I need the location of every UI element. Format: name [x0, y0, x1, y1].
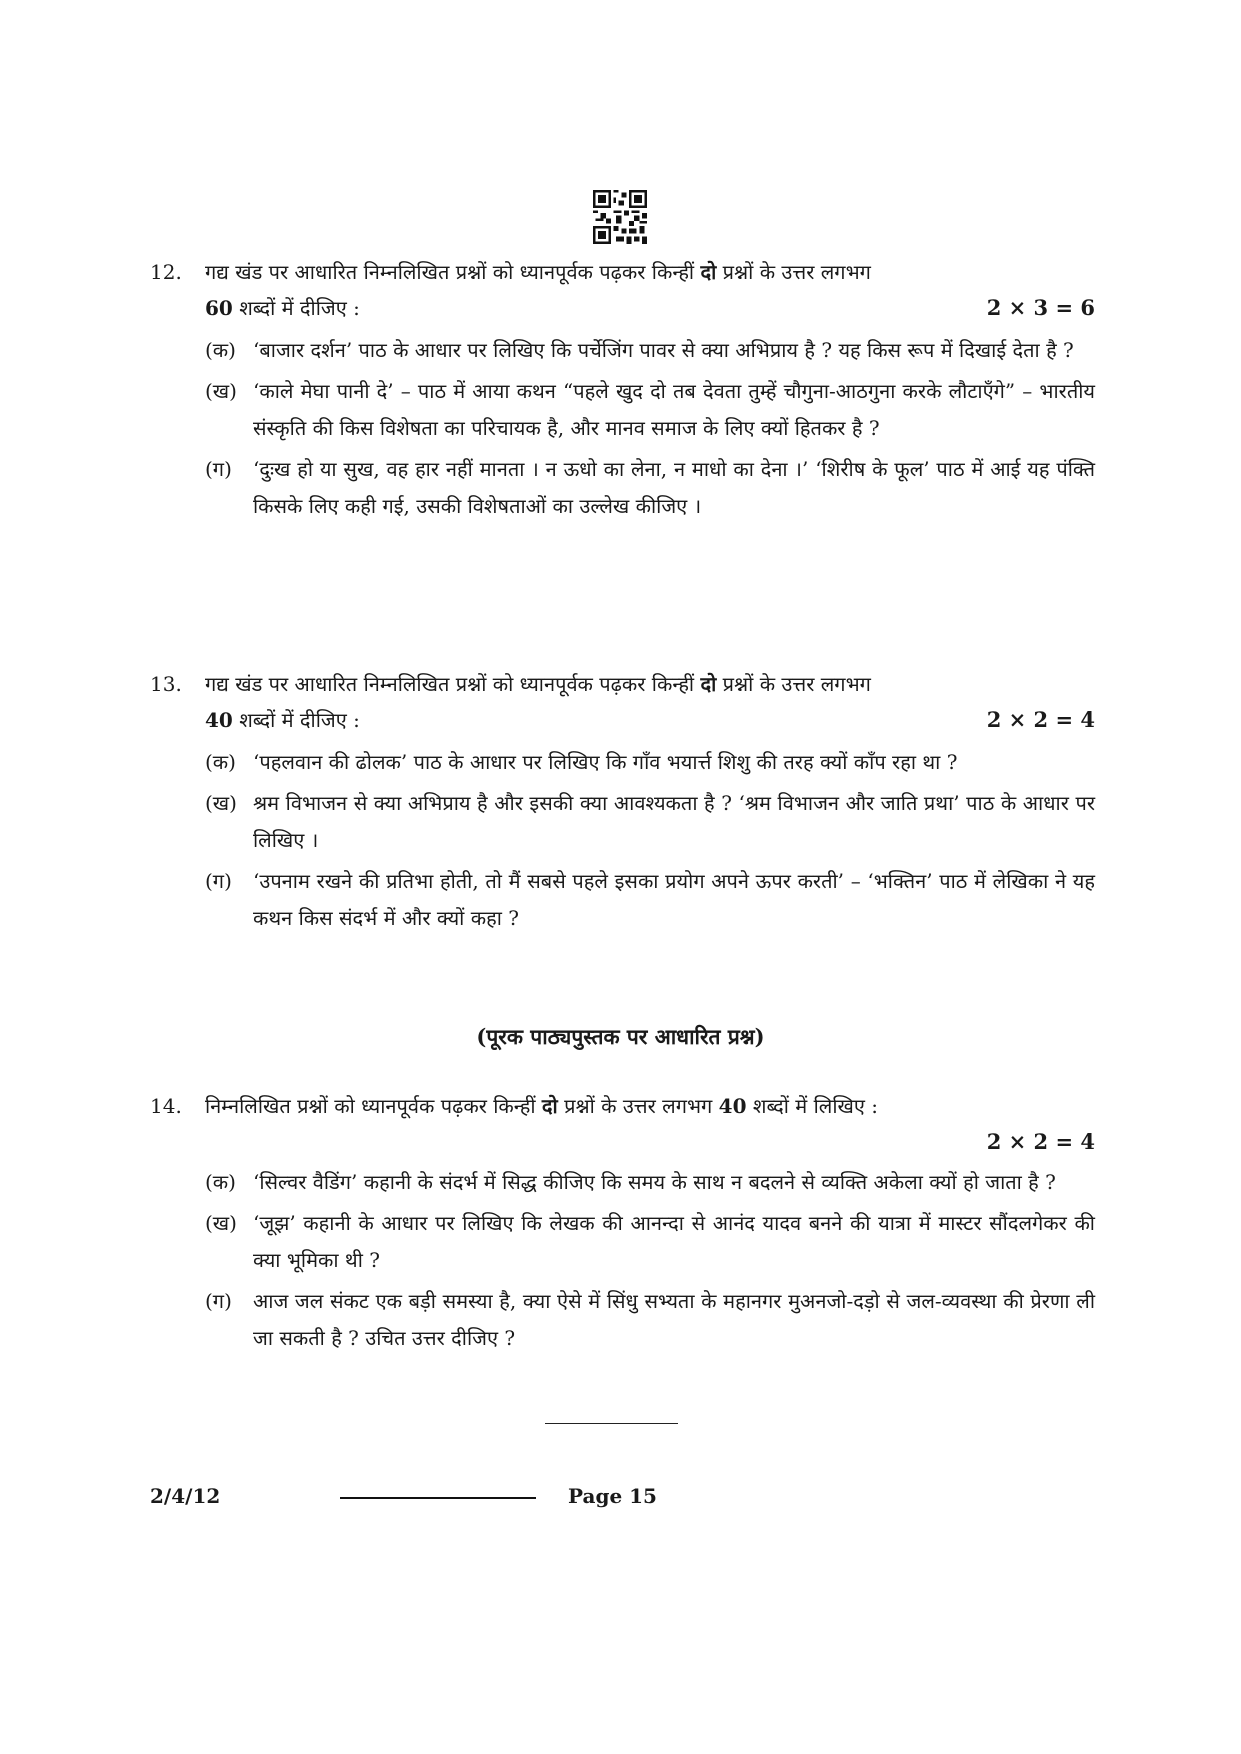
question-number: 13.	[150, 672, 182, 696]
sub-question-text: श्रम विभाजन से क्या अभिप्राय है और इसकी क्या आवश्यकता है ? ‘श्रम विभाजन और जाति प्रथा’ पाठ के आधार पर लिखिए ।	[253, 791, 1095, 852]
sub-question-label: (ग)	[205, 457, 232, 481]
sub-question-label: (ख)	[205, 791, 237, 815]
qr-code-icon	[593, 190, 647, 244]
sub-question	[150, 451, 1095, 525]
marks-allocation: 2 × 2 = 4	[986, 707, 1095, 732]
sub-question	[150, 373, 1095, 447]
sub-question-label: (ख)	[205, 379, 237, 403]
sub-question-label: (क)	[205, 1170, 236, 1194]
sub-question-label: (ग)	[205, 1289, 232, 1313]
question-instruction: गद्य खंड पर आधारित निम्नलिखित प्रश्नों को ध्यानपूर्वक पढ़कर किन्हीं दो प्रश्नों के उत्तर लगभग 40 शब्दों में दीजिए :	[205, 672, 871, 732]
sub-question-text: ‘बाजार दर्शन’ पाठ के आधार पर लिखिए कि पर्चेजिंग पावर से क्या अभिप्राय है ? यह किस रूप में दिखाई देता है ?	[253, 338, 1074, 362]
sub-question	[150, 332, 1095, 369]
sub-question-label: (क)	[205, 750, 236, 774]
sub-question-text: ‘काले मेघा पानी दे’ – पाठ में आया कथन “पहले खुद दो तब देवता तुम्हें चौगुना-आठगुना करके लौटाएँगे” – भारतीय संस्कृति की किस विशेषता का परिचायक है, और मानव समाज के लिए क्यों हितकर है ?	[253, 379, 1095, 440]
sub-question	[150, 744, 1095, 781]
question-14	[150, 1088, 1095, 1357]
paper-code: 2/4/12	[150, 1484, 221, 1508]
sub-question-text: आज जल संकट एक बड़ी समस्या है, क्या ऐसे में सिंधु सभ्यता के महानगर मुअनजो-दड़ो से जल-व्यवस्था की प्रेरणा ली जा सकती है ? उचित उत्तर दीजिए ?	[253, 1289, 1095, 1350]
sub-question-text: ‘पहलवान की ढोलक’ पाठ के आधार पर लिखिए कि गाँव भयार्त्त शिशु की तरह क्यों काँप रहा था ?	[253, 750, 958, 774]
page-number: Page 15	[568, 1484, 657, 1508]
sub-question	[150, 1164, 1095, 1201]
question-header	[150, 254, 1095, 326]
question-13	[150, 666, 1095, 937]
section-title: (पूरक पाठ्यपुस्तक पर आधारित प्रश्न)	[476, 1024, 765, 1049]
footer-divider	[340, 1497, 536, 1499]
sub-question	[150, 785, 1095, 859]
question-header	[150, 1088, 1095, 1160]
sub-question	[150, 1283, 1095, 1357]
marks-allocation: 2 × 3 = 6	[986, 295, 1095, 320]
end-of-section-rule	[545, 1423, 678, 1424]
question-number: 14.	[150, 1094, 182, 1118]
sub-question-text: ‘उपनाम रखने की प्रतिभा होती, तो मैं सबसे पहले इसका प्रयोग अपने ऊपर करती’ – ‘भक्तिन’ पाठ में लेखिका ने यह कथन किस संदर्भ में और क्यों कहा ?	[253, 869, 1095, 930]
sub-question-text: ‘जूझ’ कहानी के आधार पर लिखिए कि लेखक की आनन्दा से आनंद यादव बनने की यात्रा में मास्टर सौंदलगेकर की क्या भूमिका थी ?	[253, 1211, 1095, 1272]
question-instruction: गद्य खंड पर आधारित निम्नलिखित प्रश्नों को ध्यानपूर्वक पढ़कर किन्हीं दो प्रश्नों के उत्तर लगभग 60 शब्दों में दीजिए :	[205, 260, 871, 320]
sub-question-label: (ग)	[205, 869, 232, 893]
sub-question-text: ‘सिल्वर वैडिंग’ कहानी के संदर्भ में सिद्ध कीजिए कि समय के साथ न बदलने से व्यक्ति अकेला क्यों हो जाता है ?	[253, 1170, 1056, 1194]
question-12	[150, 254, 1095, 525]
question-header	[150, 666, 1095, 738]
question-instruction: निम्नलिखित प्रश्नों को ध्यानपूर्वक पढ़कर किन्हीं दो प्रश्नों के उत्तर लगभग 40 शब्दों में लिखिए :	[205, 1094, 879, 1118]
sub-question-label: (क)	[205, 338, 236, 362]
sub-question-label: (ख)	[205, 1211, 237, 1235]
sub-question-text: ‘दुःख हो या सुख, वह हार नहीं मानता । न ऊधो का लेना, न माधो का देना ।’ ‘शिरीष के फूल’ पाठ में आई यह पंक्ति किसके लिए कही गई, उसकी विशेषताओं का उल्लेख कीजिए ।	[253, 457, 1095, 518]
question-number: 12.	[150, 260, 182, 284]
marks-allocation: 2 × 2 = 4	[986, 1129, 1095, 1154]
sub-question	[150, 1205, 1095, 1279]
sub-question	[150, 863, 1095, 937]
